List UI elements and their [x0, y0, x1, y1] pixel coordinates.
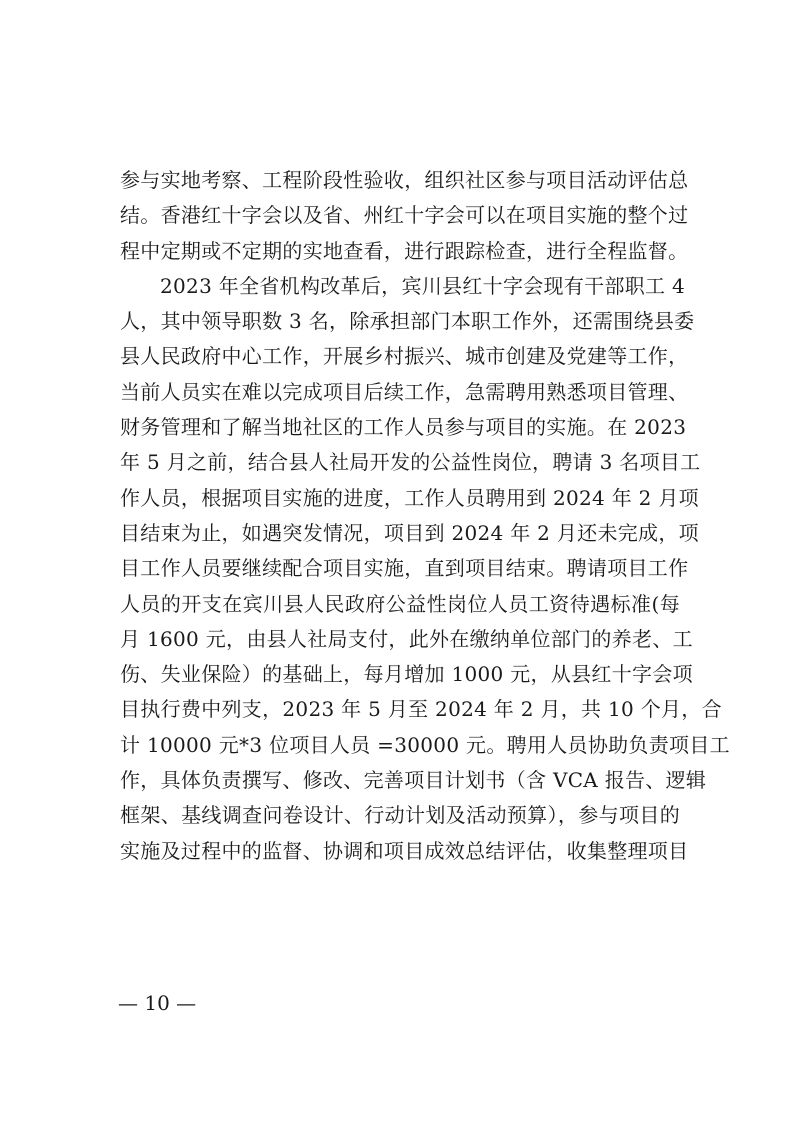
text-line: 月 1600 元，由县人社局支付，此外在缴纳单位部门的养老、工 — [120, 626, 693, 651]
text-line: 结。香港红十字会以及省、州红十字会可以在项目实施的整个过 — [120, 203, 689, 228]
text-line: 实施及过程中的监督、协调和项目成效总结评估，收集整理项目 — [120, 838, 689, 863]
text-line: 目工作人员要继续配合项目实施，直到项目结束。聘请项目工作 — [120, 556, 689, 581]
text-line: 2023 年全省机构改革后，宾川县红十字会现有干部职工 4 — [160, 273, 686, 298]
text-line: 程中定期或不定期的实地查看，进行跟踪检查，进行全程监督。 — [120, 238, 689, 263]
text-line: 年 5 月之前，结合县人社局开发的公益性岗位，聘请 3 名项目工 — [120, 450, 701, 475]
text-line: 县人民政府中心工作，开展乡村振兴、城市创建及党建等工作， — [120, 344, 689, 369]
body-text — [120, 163, 730, 869]
text-line: 伤、失业保险）的基础上，每月增加 1000 元，从县红十字会项 — [120, 662, 693, 687]
text-line: 作，具体负责撰写、修改、完善项目计划书（含 VCA 报告、逻辑 — [120, 768, 707, 793]
page-number: — 10 — — [118, 991, 197, 1015]
text-line: 参与实地考察、工程阶段性验收，组织社区参与项目活动评估总 — [120, 168, 689, 192]
text-line: 人员的开支在宾川县人民政府公益性岗位人员工资待遇标准(每 — [120, 591, 680, 616]
text-line: 作人员，根据项目实施的进度，工作人员聘用到 2024 年 2 月项 — [120, 485, 699, 510]
text-line: 计 10000 元*3 位项目人员 =30000 元。聘用人员协助负责项目工 — [120, 732, 730, 757]
text-line: 目结束为止，如遇突发情况，项目到 2024 年 2 月还未完成，项 — [120, 520, 699, 545]
text-line: 目执行费中列支，2023 年 5 月至 2024 年 2 月，共 10 个月，合 — [120, 697, 722, 722]
text-line: 财务管理和了解当地社区的工作人员参与项目的实施。在 2023 — [120, 415, 687, 440]
text-line: 当前人员实在难以完成项目后续工作，急需聘用熟悉项目管理、 — [120, 379, 689, 404]
text-line: 框架、基线调查问卷设计、行动计划及活动预算），参与项目的 — [120, 803, 680, 828]
text-line: 人，其中领导职数 3 名，除承担部门本职工作外，还需围绕县委 — [120, 309, 695, 334]
